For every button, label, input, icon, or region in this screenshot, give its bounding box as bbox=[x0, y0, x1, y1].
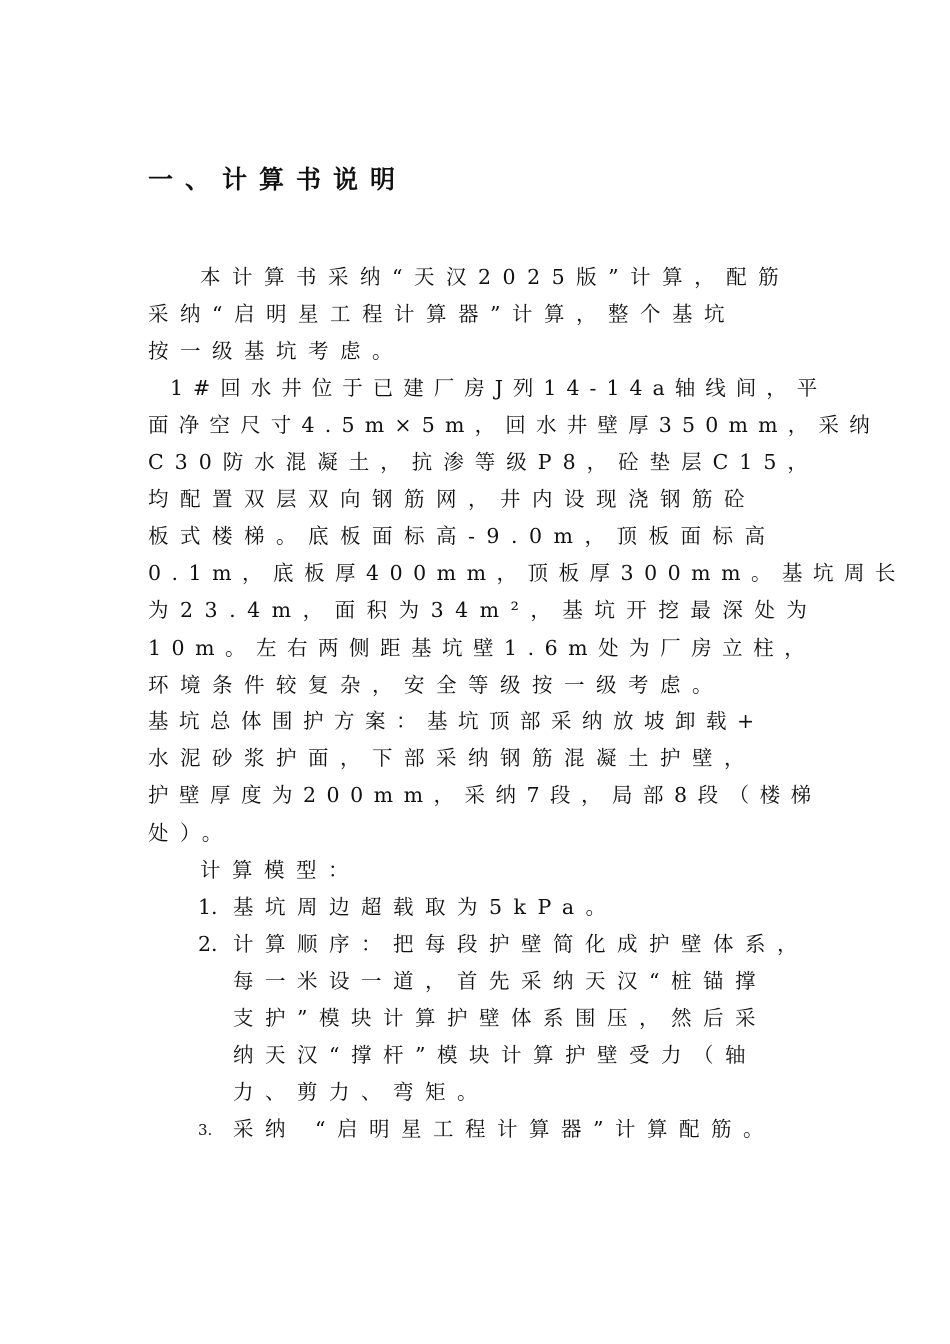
list-item-number: 1. bbox=[198, 895, 218, 919]
list-item-number: 2. bbox=[198, 932, 218, 956]
paragraph-line: 护壁厚度为200mm，采纳7段，局部8段（楼梯 bbox=[148, 783, 822, 807]
paragraph-line: 基坑总体围护方案：基坑顶部采纳放坡卸载+ bbox=[148, 709, 765, 733]
paragraph-line: 处）。 bbox=[148, 821, 234, 845]
section-heading: 一、计算书说明 bbox=[148, 165, 408, 194]
list-item-line: 计算顺序：把每段护壁简化成护壁体系， bbox=[233, 932, 809, 956]
paragraph-line: 0.1m，底板厚400mm，顶板厚300mm。基坑周长 bbox=[148, 561, 907, 585]
paragraph-line: 为23.4m，面积为34m²，基坑开挖最深处为 bbox=[148, 598, 819, 622]
paragraph-line: 采纳“启明星工程计算器”计算，整个基坑 bbox=[148, 302, 736, 326]
paragraph-line: 环境条件较复杂，安全等级按一级考虑。 bbox=[148, 673, 724, 697]
paragraph-line: 板式楼梯。底板面标高-9.0m，顶板面标高 bbox=[148, 524, 777, 548]
list-item-line: 每一米设一道，首先采纳天汉“桩锚撑 bbox=[233, 969, 767, 993]
paragraph-line: 本计算书采纳“天汉2025版”计算，配筋 bbox=[200, 265, 791, 289]
list-item-line: 基坑周边超载取为5kPa。 bbox=[233, 895, 618, 919]
list-item-number: 3. bbox=[198, 1121, 213, 1139]
paragraph-line: 面净空尺寸4.5m×5m，回水井壁厚350mm，采纳 bbox=[148, 413, 880, 437]
paragraph-line: 10m。左右两侧距基坑壁1.6m处为厂房立柱， bbox=[148, 636, 816, 660]
paragraph-line: 水泥砂浆护面，下部采纳钢筋混凝土护壁， bbox=[148, 746, 756, 770]
list-item-line: 采纳 “启明星工程计算器”计算配筋。 bbox=[233, 1117, 775, 1141]
paragraph-line: C30防水混凝土，抗渗等级P8，砼垫层C15， bbox=[148, 450, 819, 474]
paragraph-line: 计算模型： bbox=[200, 858, 360, 882]
paragraph-line: 均配置双层双向钢筋网，井内设现浇钢筋砼 bbox=[148, 487, 756, 511]
list-item-line: 纳天汉“撑杆”模块计算护壁受力（轴 bbox=[233, 1043, 757, 1067]
paragraph-line: 1#回水井位于已建厂房J列14-14a轴线间，平 bbox=[170, 376, 828, 400]
list-item-line: 支护”模块计算护壁体系围压，然后采 bbox=[233, 1006, 767, 1030]
list-item-line: 力、剪力、弯矩。 bbox=[233, 1080, 489, 1104]
paragraph-line: 按一级基坑考虑。 bbox=[148, 339, 404, 363]
